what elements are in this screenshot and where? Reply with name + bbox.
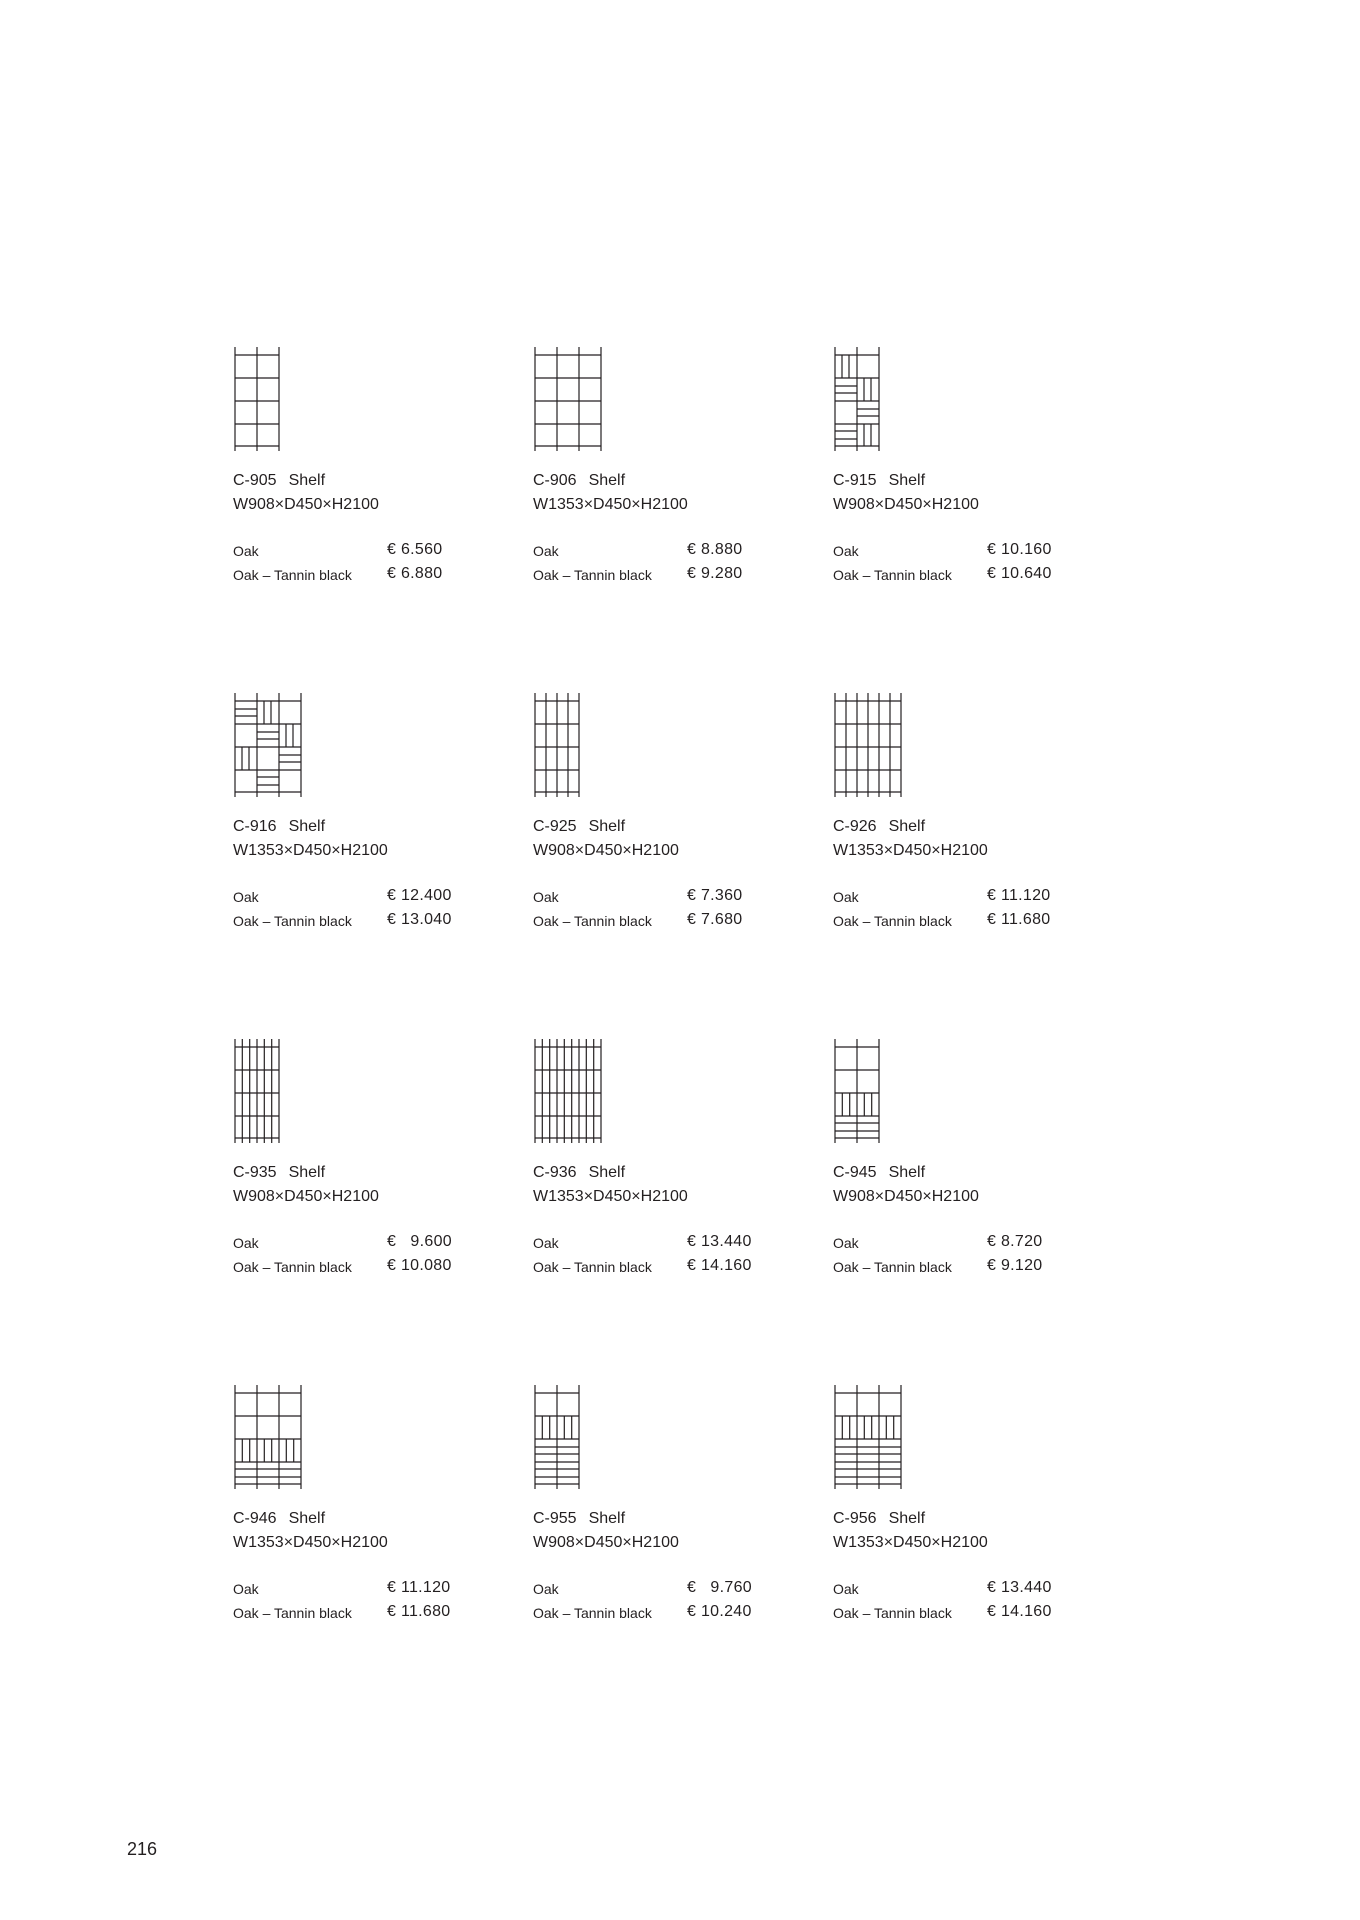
price-value: € 7.360 xyxy=(687,887,743,904)
price-row xyxy=(233,911,473,931)
price-value: € 10.640 xyxy=(987,565,1052,582)
price-value: € 13.440 xyxy=(687,1233,752,1250)
product-name: Shelf xyxy=(888,1510,926,1527)
price-row xyxy=(533,1257,773,1277)
price-value: € 9.760 xyxy=(687,1579,752,1596)
product-name: Shelf xyxy=(288,1164,326,1181)
product-name: Shelf xyxy=(588,472,626,489)
finish-label: Oak xyxy=(833,543,859,559)
product-dimensions: W908×D450×H2100 xyxy=(233,496,379,513)
price-row xyxy=(533,911,773,931)
price-row xyxy=(833,1257,1073,1277)
c925-shelf-diagram xyxy=(533,693,583,798)
product-dimensions: W1353×D450×H2100 xyxy=(833,842,988,859)
price-value: € 9.120 xyxy=(987,1257,1043,1274)
price-row xyxy=(233,887,473,907)
product-code: C-905 xyxy=(233,472,277,489)
product-name: Shelf xyxy=(588,1164,626,1181)
finish-label: Oak – Tannin black xyxy=(533,1259,652,1275)
price-row xyxy=(533,565,773,585)
price-row xyxy=(233,1233,473,1253)
price-row xyxy=(233,1603,473,1623)
product-code: C-945 xyxy=(833,1164,877,1181)
product-dimensions: W1353×D450×H2100 xyxy=(833,1534,988,1551)
product-dimensions: W1353×D450×H2100 xyxy=(533,1188,688,1205)
product-row xyxy=(233,347,1133,693)
product-card-c946 xyxy=(233,1385,533,1731)
finish-label: Oak – Tannin black xyxy=(233,913,352,929)
product-dimensions: W1353×D450×H2100 xyxy=(233,842,388,859)
price-value: € 11.120 xyxy=(387,1579,451,1596)
product-code: C-925 xyxy=(533,818,577,835)
finish-label: Oak – Tannin black xyxy=(533,913,652,929)
price-row xyxy=(833,1603,1073,1623)
finish-label: Oak xyxy=(233,1581,259,1597)
price-row xyxy=(233,565,473,585)
finish-label: Oak xyxy=(533,543,559,559)
finish-label: Oak – Tannin black xyxy=(833,1605,952,1621)
product-row xyxy=(233,693,1133,1039)
finish-label: Oak xyxy=(533,1581,559,1597)
product-card-c935 xyxy=(233,1039,533,1385)
product-dimensions: W908×D450×H2100 xyxy=(533,1534,679,1551)
product-card-c956 xyxy=(833,1385,1133,1731)
page-number: 216 xyxy=(127,1839,158,1859)
price-value: € 9.280 xyxy=(687,565,743,582)
finish-label: Oak – Tannin black xyxy=(833,913,952,929)
product-name: Shelf xyxy=(588,818,626,835)
price-row xyxy=(533,887,773,907)
product-code: C-935 xyxy=(233,1164,277,1181)
product-card-c925 xyxy=(533,693,833,1039)
product-dimensions: W908×D450×H2100 xyxy=(833,496,979,513)
price-value: € 8.880 xyxy=(687,541,743,558)
product-code: C-906 xyxy=(533,472,577,489)
product-card-c915 xyxy=(833,347,1133,693)
product-code: C-956 xyxy=(833,1510,877,1527)
price-row xyxy=(533,1579,773,1599)
product-card-c936 xyxy=(533,1039,833,1385)
price-row xyxy=(833,565,1073,585)
product-code: C-946 xyxy=(233,1510,277,1527)
product-dimensions: W908×D450×H2100 xyxy=(233,1188,379,1205)
product-card-c926 xyxy=(833,693,1133,1039)
product-card-c906 xyxy=(533,347,833,693)
finish-label: Oak xyxy=(833,1581,859,1597)
finish-label: Oak xyxy=(533,889,559,905)
c945-shelf-diagram xyxy=(833,1039,883,1144)
finish-label: Oak – Tannin black xyxy=(833,567,952,583)
price-row xyxy=(233,541,473,561)
product-code: C-926 xyxy=(833,818,877,835)
finish-label: Oak xyxy=(533,1235,559,1251)
price-row xyxy=(533,1233,773,1253)
price-value: € 9.600 xyxy=(387,1233,452,1250)
product-name: Shelf xyxy=(588,1510,626,1527)
price-value: € 14.160 xyxy=(687,1257,752,1274)
product-dimensions: W1353×D450×H2100 xyxy=(533,496,688,513)
price-row xyxy=(833,911,1073,931)
finish-label: Oak – Tannin black xyxy=(233,1605,352,1621)
price-value: € 10.160 xyxy=(987,541,1052,558)
c915-shelf-diagram xyxy=(833,347,883,452)
price-row xyxy=(833,541,1073,561)
product-name: Shelf xyxy=(288,818,326,835)
finish-label: Oak xyxy=(833,889,859,905)
product-name: Shelf xyxy=(288,472,326,489)
product-card-c905 xyxy=(233,347,533,693)
price-value: € 11.120 xyxy=(987,887,1051,904)
price-value: € 13.440 xyxy=(987,1579,1052,1596)
product-grid xyxy=(233,347,1133,1731)
c956-shelf-diagram xyxy=(833,1385,905,1490)
finish-label: Oak – Tannin black xyxy=(533,567,652,583)
finish-label: Oak xyxy=(233,889,259,905)
finish-label: Oak xyxy=(833,1235,859,1251)
c935-shelf-diagram xyxy=(233,1039,283,1144)
price-row xyxy=(833,1233,1073,1253)
product-name: Shelf xyxy=(288,1510,326,1527)
c916-shelf-diagram xyxy=(233,693,305,798)
product-dimensions: W908×D450×H2100 xyxy=(533,842,679,859)
price-value: € 7.680 xyxy=(687,911,743,928)
product-card-c955 xyxy=(533,1385,833,1731)
price-value: € 8.720 xyxy=(987,1233,1043,1250)
product-name: Shelf xyxy=(888,472,926,489)
product-code: C-916 xyxy=(233,818,277,835)
price-row xyxy=(533,541,773,561)
price-value: € 11.680 xyxy=(387,1603,451,1620)
c906-shelf-diagram xyxy=(533,347,605,452)
product-card-c945 xyxy=(833,1039,1133,1385)
price-value: € 6.560 xyxy=(387,541,443,558)
c955-shelf-diagram xyxy=(533,1385,583,1490)
c905-shelf-diagram xyxy=(233,347,283,452)
price-value: € 10.240 xyxy=(687,1603,752,1620)
finish-label: Oak – Tannin black xyxy=(233,567,352,583)
finish-label: Oak – Tannin black xyxy=(233,1259,352,1275)
price-row xyxy=(833,1579,1073,1599)
product-name: Shelf xyxy=(888,1164,926,1181)
price-value: € 10.080 xyxy=(387,1257,452,1274)
product-name: Shelf xyxy=(888,818,926,835)
price-row xyxy=(233,1579,473,1599)
product-dimensions: W908×D450×H2100 xyxy=(833,1188,979,1205)
finish-label: Oak xyxy=(233,1235,259,1251)
product-code: C-915 xyxy=(833,472,877,489)
c926-shelf-diagram xyxy=(833,693,905,798)
c936-shelf-diagram xyxy=(533,1039,605,1144)
finish-label: Oak – Tannin black xyxy=(533,1605,652,1621)
finish-label: Oak – Tannin black xyxy=(833,1259,952,1275)
finish-label: Oak xyxy=(233,543,259,559)
product-card-c916 xyxy=(233,693,533,1039)
price-row xyxy=(533,1603,773,1623)
product-row xyxy=(233,1385,1133,1731)
product-row xyxy=(233,1039,1133,1385)
price-value: € 14.160 xyxy=(987,1603,1052,1620)
price-value: € 12.400 xyxy=(387,887,452,904)
price-row xyxy=(233,1257,473,1277)
product-code: C-936 xyxy=(533,1164,577,1181)
c946-shelf-diagram xyxy=(233,1385,305,1490)
price-value: € 6.880 xyxy=(387,565,443,582)
product-dimensions: W1353×D450×H2100 xyxy=(233,1534,388,1551)
price-row xyxy=(833,887,1073,907)
price-value: € 11.680 xyxy=(987,911,1051,928)
price-value: € 13.040 xyxy=(387,911,452,928)
product-code: C-955 xyxy=(533,1510,577,1527)
